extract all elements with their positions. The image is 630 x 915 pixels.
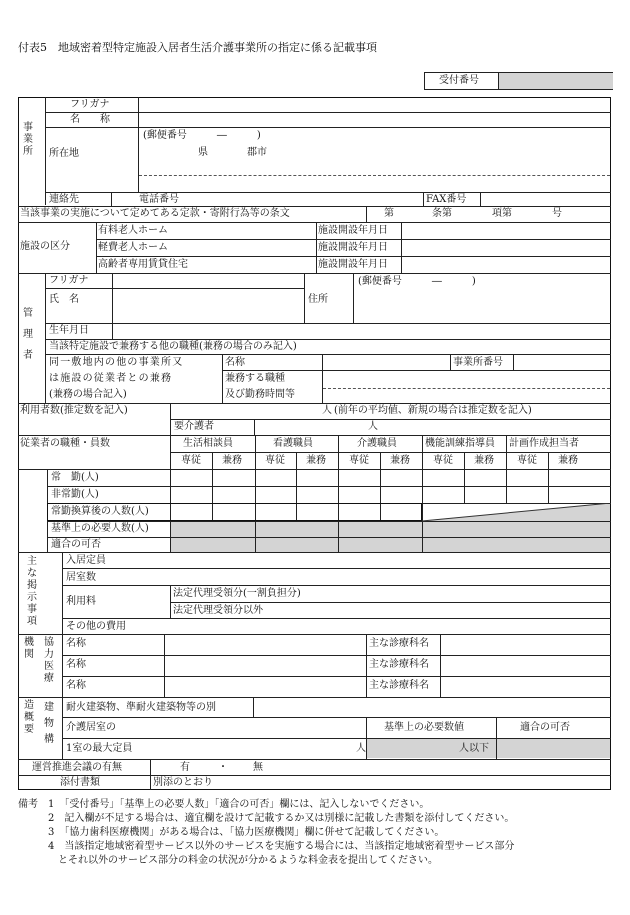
staff-job-1: 生活相談員	[183, 438, 233, 449]
facility-opening-3: 施設開設年月日	[318, 259, 388, 270]
manager-name-label: 氏 名	[49, 294, 79, 305]
notices-other: その他の費用	[66, 621, 126, 632]
notices-rooms: 居室数	[66, 572, 96, 583]
manager-other-office-1: 同一敷地内の他の事業所又	[49, 357, 184, 368]
medical-section-label-2: 協 力 医 療	[44, 637, 54, 684]
staff-ken-4: 兼務	[474, 455, 494, 466]
staff-label: 従業者の職種・員数	[20, 438, 110, 449]
meeting-dot: ・	[218, 762, 228, 773]
notes	[18, 798, 618, 868]
reception-box	[424, 72, 613, 90]
staff-job-2: 看護職員	[273, 438, 313, 449]
manager-birth-label: 生年月日	[49, 325, 89, 336]
staff-row-fit: 適合の可否	[51, 539, 101, 550]
facility-type-2: 軽費老人ホーム	[98, 242, 168, 253]
staff-sen-3: 専従	[349, 455, 369, 466]
meeting-no[interactable]: 無	[253, 762, 263, 773]
office-tel-label: 電話番号	[139, 194, 179, 205]
note-3: 3 「協力歯科医療機関」がある場合は、「協力医療機関」欄に併せて記載してください。	[18, 827, 445, 838]
staff-row-required: 基準上の必要人数(人)	[51, 523, 149, 534]
facility-type-3: 高齢者専用賃貸住宅	[98, 259, 188, 270]
manager-section-label: 管 理 者	[23, 308, 33, 361]
building-max-unit: 人	[356, 743, 366, 754]
users-care-label: 要介護者	[174, 421, 214, 432]
notices-section-label: 主 な 掲 示 事 項	[27, 556, 37, 627]
manager-other-name-label: 名称	[225, 357, 245, 368]
building-section-label-1: 造 概 要	[24, 700, 34, 735]
manager-postal-label: (郵便番号 ― )	[358, 276, 476, 287]
building-section-label-2: 建 物 構	[44, 702, 54, 745]
office-furigana-label: フリガナ	[70, 99, 110, 110]
users-care-unit: 人	[368, 421, 378, 432]
articles-d3: 項第	[492, 208, 512, 219]
staff-job-5: 計画作成担当者	[509, 438, 579, 449]
medical-section-label-1: 機 関	[24, 637, 34, 660]
staff-diagonal	[422, 503, 611, 522]
staff-ken-2: 兼務	[306, 455, 326, 466]
staff-row-parttime: 非常勤(人)	[51, 489, 99, 500]
building-room-label: 介護居室の	[66, 722, 116, 733]
notices-fee-2: 法定代理受領分以外	[173, 605, 263, 616]
note-1: 備考 1 「受付番号」「基準上の必要人数」「適合の可否」欄には、記入しないでください。	[18, 799, 430, 810]
building-max-label: 1室の最大定員	[66, 743, 133, 754]
staff-ken-3: 兼務	[390, 455, 410, 466]
office-section-label: 事 業 所	[23, 122, 33, 157]
building-below: 人以下	[459, 743, 489, 754]
articles-d2: 条第	[432, 208, 452, 219]
users-label: 利用者数(推定数を記入)	[20, 405, 128, 416]
users-note: (前年の平均値、新規の場合は推定数を記入)	[334, 405, 532, 416]
facility-opening-1: 施設開設年月日	[318, 225, 388, 236]
staff-sen-1: 専従	[181, 455, 201, 466]
office-postal-label: (郵便番号 ― )	[143, 130, 261, 141]
articles-label: 当該事業の実施について定めてある定款・寄附行為等の条文	[20, 208, 290, 219]
staff-ken-5: 兼務	[558, 455, 578, 466]
attach-value: 別添のとおり	[153, 777, 213, 788]
facility-type-label: 施設の区分	[20, 241, 70, 252]
manager-other-no-label: 事業所番号	[453, 357, 503, 368]
reception-label: 受付番号	[439, 75, 479, 86]
articles-d4: 号	[552, 208, 562, 219]
manager-furigana-label: フリガナ	[49, 275, 89, 286]
articles-d1: 第	[384, 208, 394, 219]
facility-opening-2: 施設開設年月日	[318, 242, 388, 253]
staff-sen-4: 専従	[433, 455, 453, 466]
meeting-label: 運営推進会議の有無	[32, 762, 122, 773]
staff-sen-2: 専従	[265, 455, 285, 466]
facility-type-1: 有料老人ホーム	[98, 225, 168, 236]
manager-other-office-3: (兼務の場合記入)	[49, 389, 127, 400]
staff-job-4: 機能訓練指導員	[425, 438, 495, 449]
note-2: 2 記入欄が不足する場合は、適宜欄を設けて記載するか又は別様に記載した書類を添付してください。	[18, 813, 515, 824]
page-title: 付表5 地域密着型特定施設入居者生活介護事業所の指定に係る記載事項	[18, 41, 377, 54]
note-5: とそれ以外のサービス部分の料金の状況が分かるような料金表を提出してください。	[18, 855, 438, 866]
office-fax-label: FAX番号	[426, 194, 467, 205]
medical-dept-3: 主な診療科名	[369, 680, 429, 691]
office-city-label: 郡市	[247, 147, 267, 158]
medical-dept-1: 主な診療科名	[369, 638, 429, 649]
manager-other-duty-label: 当該特定施設で兼務する他の職種(兼務の場合のみ記入)	[49, 341, 297, 352]
manager-address-label: 住所	[308, 294, 328, 305]
office-contact-label: 連絡先	[49, 194, 79, 205]
manager-other-office-2: は施設の従業者との兼務	[49, 373, 173, 384]
note-4: 4 当該指定地域密着型サービス以外のサービスを実施する場合には、当該指定地域密着型サービス部分	[18, 841, 515, 852]
building-fire-label: 耐火建築物、準耐火建築物等の別	[66, 702, 216, 713]
staff-ken-1: 兼務	[222, 455, 242, 466]
medical-name-3: 名称	[66, 680, 86, 691]
medical-name-1: 名称	[66, 638, 86, 649]
meeting-yes[interactable]: 有	[180, 762, 190, 773]
users-unit: 人	[322, 405, 332, 416]
building-fit-label: 適合の可否	[520, 722, 570, 733]
staff-sen-5: 専従	[517, 455, 537, 466]
medical-dept-2: 主な診療科名	[369, 659, 429, 670]
attach-label: 添付書類	[60, 777, 100, 788]
building-std-label: 基準上の必要数値	[384, 722, 464, 733]
staff-row-fulltime: 常 勤(人)	[51, 472, 99, 483]
staff-job-3: 介護職員	[357, 438, 397, 449]
office-pref-label: 県	[198, 147, 208, 158]
manager-other-duty1: 兼務する職種	[225, 373, 285, 384]
reception-number-field[interactable]	[498, 73, 613, 89]
manager-other-duty2: 及び勤務時間等	[225, 389, 295, 400]
office-name-label: 名 称	[70, 114, 110, 125]
notices-fee-1: 法定代理受領分(一割負担分)	[173, 588, 301, 599]
staff-row-converted: 常勤換算後の人数(人)	[51, 506, 149, 517]
medical-name-2: 名称	[66, 659, 86, 670]
notices-capacity: 入居定員	[66, 555, 106, 566]
office-address-label: 所在地	[49, 148, 79, 159]
notices-fee: 利用料	[66, 596, 96, 607]
